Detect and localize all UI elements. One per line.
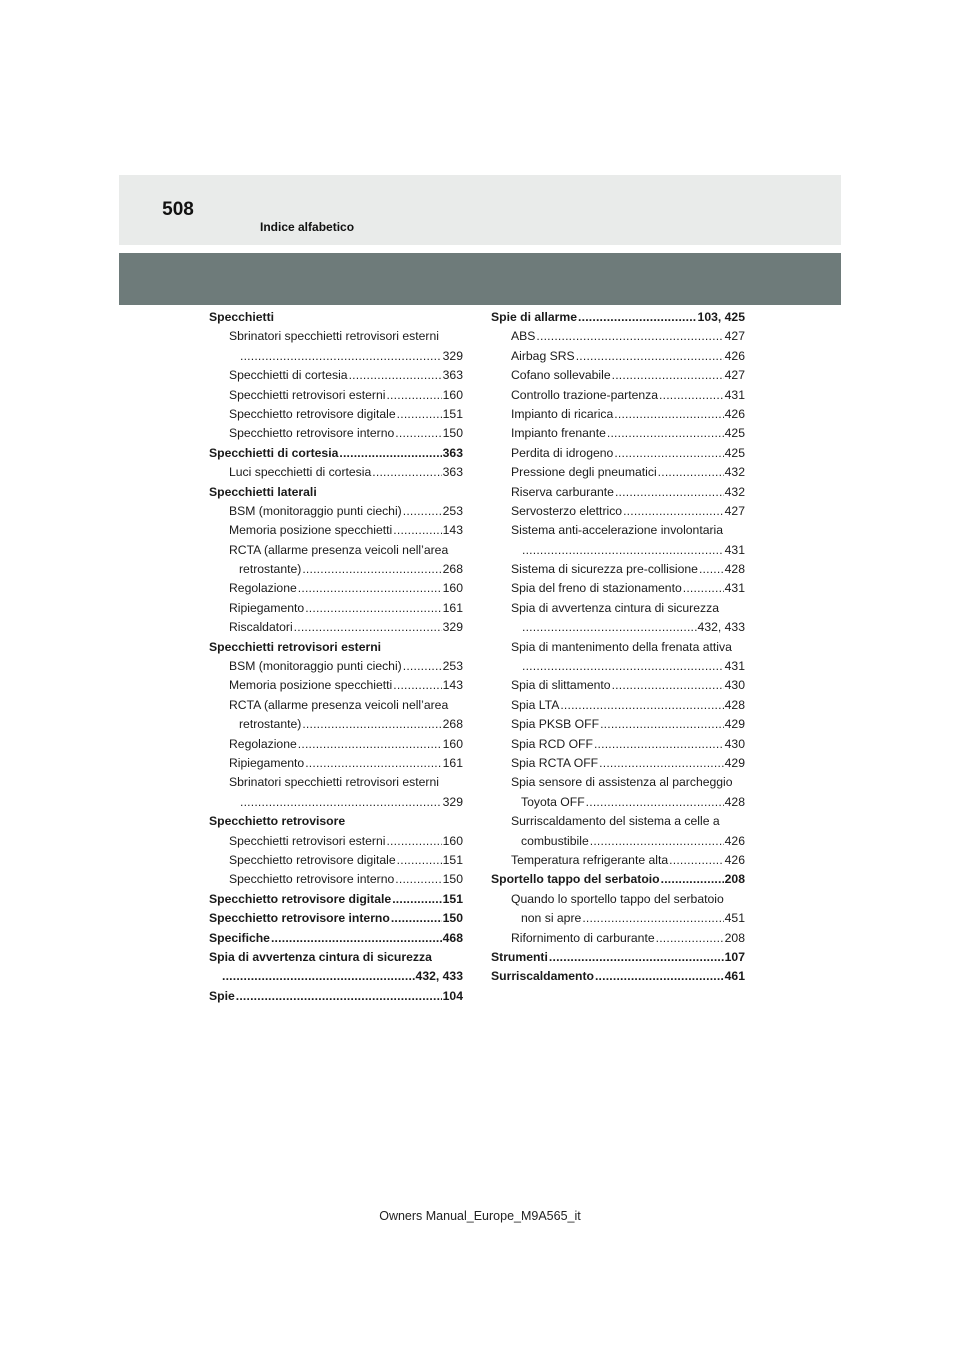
dot-leader (294, 618, 442, 637)
dot-leader (236, 987, 442, 1006)
page-ref: 208 (724, 872, 745, 887)
page-ref: 151 (442, 406, 463, 421)
dot-leader (595, 967, 724, 986)
page-number: 508 (162, 199, 194, 220)
entry-text: Spia sensore di assistenza al parcheggio (511, 775, 733, 790)
index-subentry (491, 502, 745, 521)
page-ref: 426 (724, 348, 745, 363)
index-subentry (209, 735, 463, 754)
dot-leader (656, 929, 724, 948)
entry-text: Specchietto retrovisore digitale (229, 852, 396, 867)
dot-leader (612, 366, 724, 385)
index-subentry (209, 676, 463, 695)
dot-leader (614, 405, 723, 424)
page-ref: 427 (724, 368, 745, 383)
page-ref: 432 (724, 484, 745, 499)
index-subentry (209, 832, 463, 851)
index-entry (209, 967, 463, 986)
entry-text: Riscaldatori (229, 620, 293, 635)
index-subentry (491, 929, 745, 948)
entry-text: Memoria posizione specchietti (229, 523, 393, 538)
dot-leader (590, 832, 724, 851)
page-ref: 468 (442, 930, 463, 945)
entry-text: Spia di avvertenza cintura di sicurezza (209, 949, 432, 964)
index-subentry (491, 483, 745, 502)
entry-text: Specchietto retrovisore (209, 814, 346, 829)
index-entry (209, 890, 463, 909)
entry-text: Sbrinatori specchietti retrovisori esterni (229, 775, 439, 790)
page-ref: 208 (724, 930, 745, 945)
page-ref: 428 (724, 562, 745, 577)
dot-leader (302, 560, 441, 579)
index-subentry (491, 424, 745, 443)
index-subentry (491, 541, 745, 560)
index-entry (209, 987, 463, 1006)
page-ref: 150 (442, 426, 463, 441)
page-ref: 431 (724, 659, 745, 674)
page-ref: 432, 433 (697, 620, 745, 635)
index-subentry (209, 521, 463, 540)
index-subentry (491, 405, 745, 424)
index-subentry (209, 579, 463, 598)
dot-leader (391, 909, 442, 928)
index-subentry (491, 347, 745, 366)
dot-leader (658, 463, 724, 482)
dot-leader (392, 890, 441, 909)
index-subentry (209, 793, 463, 812)
entry-text: Spia di avvertenza cintura di sicurezza (511, 600, 719, 615)
entry-text: Cofano sollevabile (511, 368, 611, 383)
page-ref: 430 (724, 678, 745, 693)
page-ref: 429 (724, 755, 745, 770)
entry-text: Luci specchietti di cortesia (229, 465, 372, 480)
index-subentry (491, 657, 745, 676)
page-ref: 329 (442, 794, 463, 809)
dot-leader (222, 967, 415, 986)
entry-text: Pressione degli pneumatici (511, 465, 657, 480)
entry-text: Impianto frenante (511, 426, 606, 441)
dot-leader (549, 948, 724, 967)
dot-leader (661, 870, 724, 889)
entry-text: Specchietto retrovisore digitale (209, 891, 392, 906)
page-ref: 430 (724, 736, 745, 751)
entry-text: Rifornimento di carburante (511, 930, 655, 945)
index-entry (491, 948, 745, 967)
index-subentry (209, 696, 463, 715)
dot-leader (397, 405, 442, 424)
entry-text: Specchietti (209, 310, 275, 324)
entry-text: Sistema anti-accelerazione involontaria (511, 523, 724, 538)
page-ref: 329 (442, 348, 463, 363)
index-column-right (491, 308, 745, 987)
index-subentry (491, 851, 745, 870)
page-ref: 268 (442, 562, 463, 577)
index-subentry (209, 851, 463, 870)
entry-text: Airbag SRS (511, 348, 575, 363)
dot-leader (594, 735, 724, 754)
index-column-left (209, 308, 463, 1006)
entry-text: RCTA (allarme presenza veicoli nell’area (229, 697, 449, 712)
index-subentry (209, 560, 463, 579)
page-ref: 160 (442, 387, 463, 402)
index-subentry (491, 676, 745, 695)
entry-text: Spie (209, 988, 235, 1003)
index-subentry (491, 618, 745, 637)
dot-leader (403, 657, 442, 676)
page-ref: 160 (442, 736, 463, 751)
page-ref: 363 (442, 445, 463, 460)
entry-text: Specchietti di cortesia (229, 368, 348, 383)
entry-text: BSM (monitoraggio punti ciechi) (229, 503, 402, 518)
index-entry (209, 948, 463, 967)
page-ref: 426 (724, 833, 745, 848)
entry-text: combustibile (521, 833, 589, 848)
dot-leader (607, 424, 724, 443)
entry-text: Controllo trazione-partenza (511, 387, 659, 402)
page-ref: 104 (442, 988, 463, 1003)
entry-text: Surriscaldamento del sistema a celle a (511, 814, 720, 829)
index-subentry (491, 638, 745, 657)
index-subentry (491, 696, 745, 715)
page-ref: 268 (442, 717, 463, 732)
dot-leader (298, 579, 442, 598)
index-subentry (209, 715, 463, 734)
entry-text: Specchietto retrovisore interno (229, 872, 395, 887)
entry-text: Spie di allarme (491, 310, 578, 324)
section-title: Indice alfabetico (260, 220, 355, 234)
entry-text: Perdita di idrogeno (511, 445, 614, 460)
page-ref: 160 (442, 581, 463, 596)
footer-text: Owners Manual_Europe_M9A565_it (379, 1209, 581, 1223)
header-bar (119, 175, 841, 245)
dot-leader (582, 909, 723, 928)
dot-leader (395, 870, 441, 889)
dot-leader (599, 754, 724, 773)
page-ref: 425 (724, 445, 745, 460)
index-subentry (491, 560, 745, 579)
index-subentry (209, 463, 463, 482)
entry-text: Sportello tappo del serbatoio (491, 872, 660, 887)
page-ref: 143 (442, 523, 463, 538)
entry-text: Ripiegamento (229, 600, 305, 615)
entry-text: retrostante) (239, 717, 302, 732)
page-ref: 161 (442, 600, 463, 615)
index-subentry (209, 541, 463, 560)
index-subentry (209, 657, 463, 676)
index-subentry (491, 715, 745, 734)
entry-text: Surriscaldamento (491, 969, 594, 984)
index-entry (209, 308, 463, 327)
dot-leader (403, 502, 442, 521)
page-ref: 432, 433 (415, 969, 463, 984)
page-ref: 431 (724, 581, 745, 596)
index-entry (491, 967, 745, 986)
entry-text: Ripiegamento (229, 755, 305, 770)
page-ref: 363 (442, 465, 463, 480)
dot-leader (659, 386, 724, 405)
entry-text: BSM (monitoraggio punti ciechi) (229, 659, 402, 674)
index-subentry (491, 890, 745, 909)
entry-text: Specchietti retrovisori esterni (229, 387, 386, 402)
index-entry (491, 308, 745, 327)
page-ref: 329 (442, 620, 463, 635)
page-ref: 151 (442, 852, 463, 867)
page-ref: 253 (442, 503, 463, 518)
page-ref: 451 (724, 911, 745, 926)
page-ref: 429 (724, 717, 745, 732)
dot-leader (522, 618, 697, 637)
entry-text: Regolazione (229, 581, 297, 596)
entry-text: non si apre (521, 911, 582, 926)
index-subentry (209, 870, 463, 889)
dot-leader (612, 676, 724, 695)
index-subentry (209, 347, 463, 366)
entry-text: Spia di mantenimento della frenata attiva (511, 639, 732, 654)
page-ref: 428 (724, 697, 745, 712)
page-ref: 431 (724, 387, 745, 402)
dot-leader (397, 851, 442, 870)
page-ref: 160 (442, 833, 463, 848)
dot-leader (349, 366, 442, 385)
entry-text: Regolazione (229, 736, 297, 751)
entry-text: Spia PKSB OFF (511, 717, 600, 732)
entry-text: Specchietto retrovisore interno (229, 426, 395, 441)
index-subentry (491, 366, 745, 385)
index-subentry (491, 909, 745, 928)
dot-leader (578, 308, 697, 327)
dot-leader (669, 851, 723, 870)
header-band (119, 253, 841, 305)
entry-text: Sistema di sicurezza pre-collisione (511, 562, 698, 577)
index-subentry (491, 832, 745, 851)
dot-leader (395, 424, 441, 443)
entry-text: Spia di slittamento (511, 678, 611, 693)
dot-leader (576, 347, 724, 366)
page-ref: 363 (442, 368, 463, 383)
page-ref: 253 (442, 659, 463, 674)
dot-leader (699, 560, 724, 579)
dot-leader (240, 347, 442, 366)
index-subentry (209, 386, 463, 405)
index-subentry (491, 521, 745, 540)
dot-leader (536, 327, 723, 346)
index-subentry (209, 773, 463, 792)
entry-text: Specchietti di cortesia (209, 445, 339, 460)
page-ref: 426 (724, 406, 745, 421)
index-subentry (491, 754, 745, 773)
index-subentry (209, 754, 463, 773)
entry-text: Specchietti laterali (209, 484, 317, 499)
index-subentry (491, 773, 745, 792)
page-ref: 107 (724, 949, 745, 964)
dot-leader (339, 444, 441, 463)
entry-text: Specchietti retrovisori esterni (209, 639, 382, 654)
index-entry (209, 638, 463, 657)
page-ref: 425 (724, 426, 745, 441)
index-entry (209, 929, 463, 948)
dot-leader (305, 599, 441, 618)
entry-text: Temperatura refrigerante alta (511, 852, 669, 867)
index-subentry (209, 366, 463, 385)
entry-text: Strumenti (491, 949, 548, 964)
page-ref: 103, 425 (697, 310, 745, 324)
dot-leader (298, 735, 442, 754)
page-ref: 461 (724, 969, 745, 984)
entry-text: ABS (511, 329, 536, 344)
dot-leader (393, 521, 441, 540)
dot-leader (683, 579, 724, 598)
entry-text: Quando lo sportello tappo del serbatoio (511, 891, 724, 906)
index-subentry (491, 444, 745, 463)
index-entry (491, 870, 745, 889)
entry-text: Specifiche (209, 930, 270, 945)
dot-leader (522, 657, 724, 676)
entry-text: Specchietto retrovisore digitale (229, 406, 396, 421)
dot-leader (271, 929, 442, 948)
index-entry (209, 812, 463, 831)
entry-text: retrostante) (239, 562, 302, 577)
entry-text: Memoria posizione specchietti (229, 678, 393, 693)
dot-leader (560, 696, 723, 715)
page-ref: 427 (724, 503, 745, 518)
entry-text: Spia RCTA OFF (511, 755, 599, 770)
dot-leader (305, 754, 441, 773)
entry-text: Specchietto retrovisore interno (209, 911, 390, 926)
index-entry (209, 483, 463, 502)
page-ref: 151 (442, 891, 463, 906)
index-subentry (209, 327, 463, 346)
index-subentry (209, 618, 463, 637)
entry-text: Servosterzo elettrico (511, 503, 623, 518)
entry-text: RCTA (allarme presenza veicoli nell’area (229, 542, 449, 557)
dot-leader (586, 793, 724, 812)
page-ref: 150 (442, 911, 463, 926)
index-subentry (209, 502, 463, 521)
entry-text: Spia RCD OFF (511, 736, 593, 751)
dot-leader (600, 715, 724, 734)
entry-text: Impianto di ricarica (511, 406, 614, 421)
dot-leader (372, 463, 441, 482)
index-entry (209, 444, 463, 463)
entry-text: Toyota OFF (521, 794, 585, 809)
entry-text: Specchietti retrovisori esterni (229, 833, 386, 848)
dot-leader (615, 483, 724, 502)
dot-leader (393, 676, 441, 695)
page-ref: 428 (724, 794, 745, 809)
dot-leader (522, 541, 724, 560)
page-ref: 432 (724, 465, 745, 480)
dot-leader (386, 386, 441, 405)
entry-text: Spia LTA (511, 697, 560, 712)
dot-leader (240, 793, 442, 812)
index-subentry (491, 327, 745, 346)
entry-text: Sbrinatori specchietti retrovisori esterni (229, 329, 439, 344)
index-subentry (491, 812, 745, 831)
page-ref: 161 (442, 755, 463, 770)
index-subentry (491, 793, 745, 812)
index-subentry (209, 599, 463, 618)
index-entry (209, 909, 463, 928)
dot-leader (386, 832, 441, 851)
entry-text: Riserva carburante (511, 484, 614, 499)
page-ref: 427 (724, 329, 745, 344)
dot-leader (623, 502, 724, 521)
index-subentry (491, 599, 745, 618)
page-ref: 143 (442, 678, 463, 693)
entry-text: Spia del freno di stazionamento (511, 581, 682, 596)
dot-leader (614, 444, 723, 463)
page-ref: 150 (442, 872, 463, 887)
index-subentry (491, 463, 745, 482)
index-subentry (209, 424, 463, 443)
index-subentry (491, 735, 745, 754)
dot-leader (302, 715, 441, 734)
page-ref: 426 (724, 852, 745, 867)
page-ref: 431 (724, 542, 745, 557)
index-subentry (491, 579, 745, 598)
index-subentry (209, 405, 463, 424)
index-subentry (491, 386, 745, 405)
